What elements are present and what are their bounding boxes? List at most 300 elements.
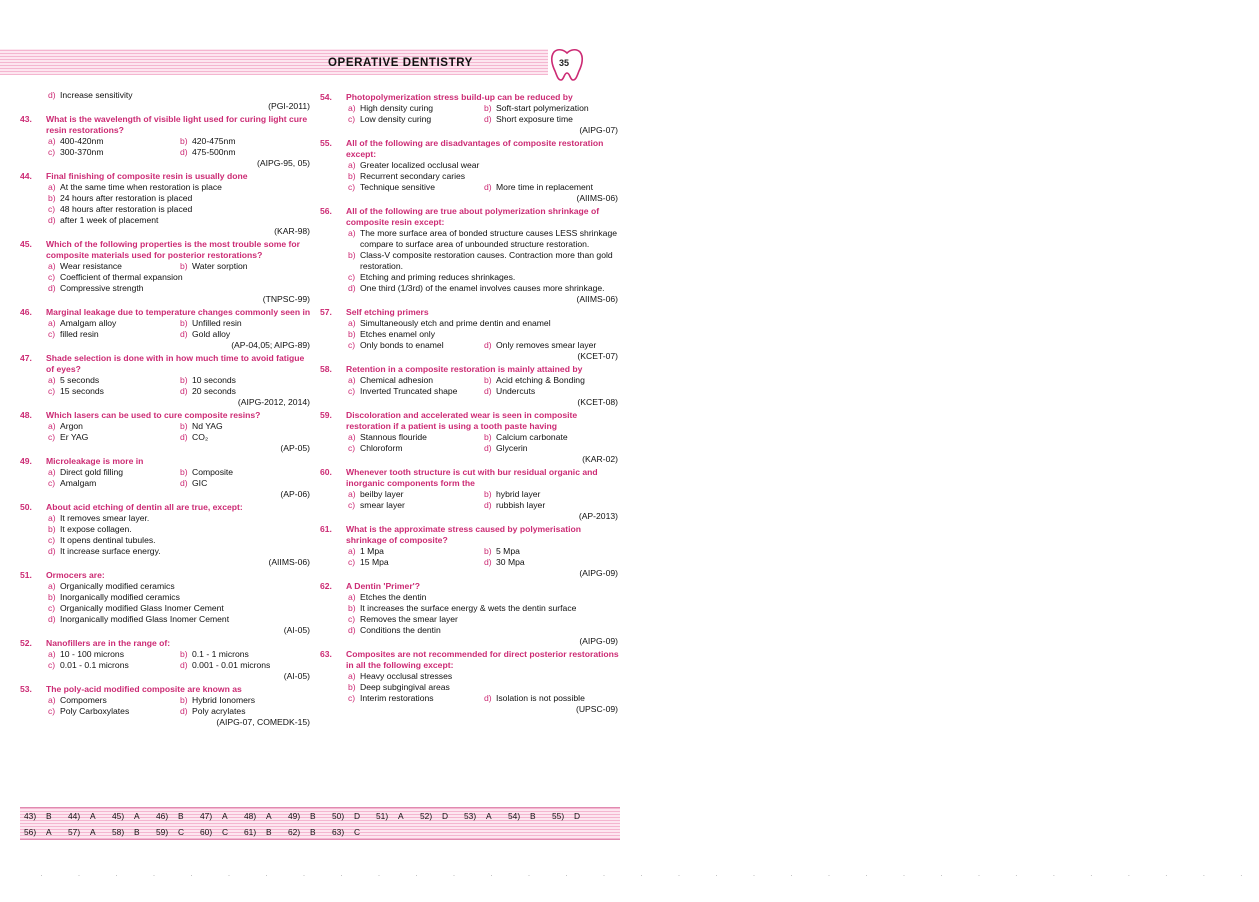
option-row xyxy=(348,432,620,443)
answer-cell xyxy=(284,827,328,838)
answer-key xyxy=(20,807,620,840)
question-text: The poly-acid modified composite are known as xyxy=(46,684,242,694)
option-label: c) xyxy=(48,432,56,442)
option-list xyxy=(20,695,312,717)
answer-option xyxy=(48,524,312,535)
question-source: (UPSC-09) xyxy=(575,704,618,714)
answer-number: 50) xyxy=(332,810,345,821)
answer-option xyxy=(348,340,484,351)
answer-option xyxy=(180,695,312,706)
question xyxy=(20,456,312,467)
option-text: Etches enamel only xyxy=(360,329,435,339)
option-text: Hybrid Ionomers xyxy=(192,695,256,705)
option-row xyxy=(348,500,620,511)
option-list xyxy=(20,375,312,397)
question xyxy=(20,114,312,136)
question-text: All of the following are disadvantages of composite restoration except: xyxy=(346,138,604,159)
question-text: Final finishing of composite resin is usually done xyxy=(46,171,248,181)
option-row xyxy=(348,160,620,171)
option-label: b) xyxy=(180,649,188,659)
option-label: c) xyxy=(348,443,356,453)
option-row xyxy=(48,467,312,478)
option-text: Organically modified Glass Inomer Cement xyxy=(60,603,224,613)
question-text: Retention in a composite restoration is mainly attained by xyxy=(346,364,583,374)
answer-letter: B xyxy=(266,826,272,837)
answer-option xyxy=(48,614,312,625)
answer-number: 43) xyxy=(24,810,37,821)
option-row xyxy=(348,557,620,568)
option-row xyxy=(48,614,312,625)
answer-option xyxy=(180,706,312,717)
question xyxy=(320,138,620,160)
carryover-option xyxy=(20,90,312,101)
option-label: d) xyxy=(48,546,56,556)
left-question-list xyxy=(20,114,312,728)
answer-option xyxy=(180,660,312,671)
question-number: 59. xyxy=(320,410,332,420)
option-text: 0.01 - 0.1 microns xyxy=(60,660,129,670)
question xyxy=(20,502,312,513)
option-row xyxy=(48,592,312,603)
answer-option xyxy=(348,283,620,294)
option-text: Water sorption xyxy=(192,261,248,271)
question xyxy=(20,171,312,182)
option-text: 0.1 - 1 microns xyxy=(192,649,249,659)
answer-number: 44) xyxy=(68,810,81,821)
question-number: 60. xyxy=(320,467,332,477)
option-text: hybrid layer xyxy=(496,489,541,499)
answer-option xyxy=(484,386,620,397)
answer-option xyxy=(48,147,180,158)
answer-letter: B xyxy=(178,810,184,821)
answer-cell xyxy=(416,811,460,822)
question xyxy=(320,92,620,103)
option-label: a) xyxy=(48,136,56,146)
option-row xyxy=(48,136,312,147)
answer-option xyxy=(48,182,312,193)
answer-option xyxy=(348,114,484,125)
option-label: a) xyxy=(348,671,356,681)
option-text: At the same time when restoration is place xyxy=(60,182,222,192)
option-text: Compressive strength xyxy=(60,283,144,293)
answer-option xyxy=(48,581,312,592)
answer-option xyxy=(484,500,620,511)
question-text: What is the approximate stress caused by polymerisation shrinkage of composite? xyxy=(346,524,581,545)
option-label: c) xyxy=(48,478,56,488)
page-number: 35 xyxy=(559,58,570,68)
option-label: a) xyxy=(48,467,56,477)
option-text: rubbish layer xyxy=(496,500,546,510)
option-label: c) xyxy=(348,557,356,567)
answer-cell xyxy=(328,811,372,822)
option-list xyxy=(320,546,620,568)
option-row xyxy=(348,546,620,557)
answer-option xyxy=(348,614,620,625)
option-label: a) xyxy=(48,513,56,523)
option-row xyxy=(48,204,312,215)
option-label: a) xyxy=(348,103,356,113)
answer-letter: A xyxy=(222,810,228,821)
question-number: 51. xyxy=(20,570,32,580)
option-label: d) xyxy=(48,283,56,293)
option-text: Chemical adhesion xyxy=(360,375,434,385)
answer-option xyxy=(484,182,620,193)
option-label: b) xyxy=(180,467,188,477)
option-text: Deep subgingival areas xyxy=(360,682,450,692)
question-text: Nanofillers are in the range of: xyxy=(46,638,171,648)
option-text: Unfilled resin xyxy=(192,318,242,328)
option-text: Coefficient of thermal expansion xyxy=(60,272,183,282)
option-list xyxy=(320,318,620,351)
option-text: 400-420nm xyxy=(60,136,104,146)
option-text: Stannous flouride xyxy=(360,432,427,442)
option-label: d) xyxy=(180,478,188,488)
option-label: c) xyxy=(48,329,56,339)
question-text: Ormocers are: xyxy=(46,570,105,580)
answer-letter: A xyxy=(134,810,140,821)
answer-cell xyxy=(64,811,108,822)
option-label: a) xyxy=(48,375,56,385)
option-label: b) xyxy=(484,546,492,556)
option-label: c) xyxy=(348,182,356,192)
option-label: b) xyxy=(348,682,356,692)
question xyxy=(320,364,620,375)
option-row xyxy=(348,693,620,704)
question-source: (AIPG-09) xyxy=(579,636,618,646)
answer-option xyxy=(48,432,180,443)
answer-cell xyxy=(548,811,592,822)
answer-option xyxy=(484,546,620,557)
answer-number: 63) xyxy=(332,826,345,837)
question-text: Discoloration and accelerated wear is seen in composite restoration if a patient is using a tooth paste having xyxy=(346,410,578,431)
option-row xyxy=(348,340,620,351)
option-label: d) xyxy=(484,114,492,124)
option-text: Poly acrylates xyxy=(192,706,246,716)
question xyxy=(20,239,312,261)
option-row xyxy=(48,193,312,204)
option-row xyxy=(348,625,620,636)
option-list xyxy=(320,375,620,397)
option-label: a) xyxy=(48,421,56,431)
option-row xyxy=(48,478,312,489)
option-label: a) xyxy=(48,261,56,271)
question-number: 44. xyxy=(20,171,32,181)
option-row xyxy=(48,706,312,717)
option-text: Etches the dentin xyxy=(360,592,427,602)
option-text: Greater localized occlusal wear xyxy=(360,160,480,170)
option-list xyxy=(20,182,312,226)
answer-option xyxy=(484,693,620,704)
option-text: Undercuts xyxy=(496,386,536,396)
option-row xyxy=(48,386,312,397)
option-label: b) xyxy=(48,524,56,534)
option-text: Inorganically modified Glass Inomer Cement xyxy=(60,614,230,624)
option-row xyxy=(348,375,620,386)
answer-option xyxy=(180,147,312,158)
option-row xyxy=(348,443,620,454)
question-source: (KCET-07) xyxy=(577,351,618,361)
answer-number: 59) xyxy=(156,826,169,837)
option-label: c) xyxy=(348,693,356,703)
option-label: d) xyxy=(48,614,56,624)
option-list xyxy=(20,421,312,443)
answer-number: 62) xyxy=(288,826,301,837)
answer-option xyxy=(484,375,620,386)
option-text: 10 - 100 microns xyxy=(60,649,125,659)
option-label: a) xyxy=(348,160,356,170)
answer-option xyxy=(348,329,620,340)
answer-option xyxy=(48,204,312,215)
answer-letter: B xyxy=(530,810,536,821)
option-label: a) xyxy=(48,318,56,328)
option-text: One third (1/3rd) of the enamel involves causes more shrinkage. xyxy=(360,283,605,293)
option-text: CO₂ xyxy=(192,432,209,442)
option-row xyxy=(48,432,312,443)
question xyxy=(320,467,620,489)
page-title: OPERATIVE DENTISTRY xyxy=(328,57,473,69)
answer-option xyxy=(48,375,180,386)
answer-letter: D xyxy=(574,810,581,821)
question xyxy=(320,581,620,592)
question xyxy=(20,570,312,581)
option-label: c) xyxy=(48,603,56,613)
question-source: (AIIMS-06) xyxy=(576,294,618,304)
question-text: Microleakage is more in xyxy=(46,456,144,466)
option-row xyxy=(348,171,620,182)
option-label: d) xyxy=(484,557,492,567)
answer-option xyxy=(180,386,312,397)
answer-row xyxy=(20,808,620,824)
question xyxy=(320,524,620,546)
option-row xyxy=(48,147,312,158)
option-label: b) xyxy=(180,261,188,271)
option-label: b) xyxy=(348,603,356,613)
answer-option xyxy=(348,671,620,682)
answer-number: 52) xyxy=(420,810,433,821)
option-list xyxy=(320,228,620,294)
answer-option xyxy=(180,478,312,489)
answer-letter: A xyxy=(266,810,272,821)
option-label: c) xyxy=(348,272,356,282)
answer-option xyxy=(348,546,484,557)
answer-option xyxy=(484,489,620,500)
option-text: Argon xyxy=(60,421,83,431)
option-row xyxy=(48,182,312,193)
option-label: a) xyxy=(48,182,56,192)
answer-cell xyxy=(196,811,240,822)
option-label: a) xyxy=(48,695,56,705)
option-label: b) xyxy=(48,193,56,203)
question-source: (KAR-98) xyxy=(274,226,310,236)
answer-cell xyxy=(504,811,548,822)
answer-option xyxy=(180,649,312,660)
option-list xyxy=(20,467,312,489)
option-label: b) xyxy=(348,250,356,260)
question-source: (KCET-08) xyxy=(577,397,618,407)
answer-letter: A xyxy=(486,810,492,821)
question-number: 45. xyxy=(20,239,32,249)
question-number: 43. xyxy=(20,114,32,124)
option-text: Er YAG xyxy=(60,432,89,442)
option-text: Conditions the dentin xyxy=(360,625,441,635)
option-row xyxy=(348,671,620,682)
option-row xyxy=(348,682,620,693)
answer-option xyxy=(48,660,180,671)
option-list xyxy=(320,592,620,636)
option-row xyxy=(348,250,620,272)
answer-option xyxy=(348,272,620,283)
answer-letter: A xyxy=(90,826,96,837)
option-text: Direct gold filling xyxy=(60,467,124,477)
question-text: Which lasers can be used to cure composite resins? xyxy=(46,410,261,420)
option-row xyxy=(348,283,620,294)
option-text: It increases the surface energy & wets the dentin surface xyxy=(360,603,577,613)
answer-letter: D xyxy=(354,810,361,821)
answer-option xyxy=(180,318,312,329)
question-source: (AI-05) xyxy=(283,625,310,635)
answer-option xyxy=(48,546,312,557)
option-label: d) xyxy=(348,283,356,293)
answer-letter: D xyxy=(442,810,449,821)
answer-option xyxy=(348,182,484,193)
answer-number: 56) xyxy=(24,826,37,837)
answer-letter: B xyxy=(46,810,52,821)
answer-option xyxy=(348,103,484,114)
option-text: 20 seconds xyxy=(192,386,236,396)
option-label: a) xyxy=(48,649,56,659)
answer-cell xyxy=(240,811,284,822)
option-text: 0.001 - 0.01 microns xyxy=(192,660,271,670)
option-row xyxy=(348,103,620,114)
option-label: c) xyxy=(48,147,56,157)
answer-option xyxy=(48,695,180,706)
option-row xyxy=(48,546,312,557)
option-label: b) xyxy=(180,375,188,385)
option-label: c) xyxy=(48,272,56,282)
option-label: d) xyxy=(484,693,492,703)
option-row xyxy=(48,513,312,524)
option-label: a) xyxy=(348,432,356,442)
answer-number: 48) xyxy=(244,810,257,821)
option-row xyxy=(48,283,312,294)
option-row xyxy=(48,421,312,432)
option-label: a) xyxy=(348,592,356,602)
answer-option xyxy=(348,386,484,397)
option-label: a) xyxy=(348,375,356,385)
answer-option xyxy=(48,329,180,340)
answer-option xyxy=(48,215,312,226)
option-text: Calcium carbonate xyxy=(496,432,568,442)
question-source: (AI-05) xyxy=(283,671,310,681)
option-label: d) xyxy=(180,706,188,716)
question-number: 49. xyxy=(20,456,32,466)
question-text: Photopolymerization stress build-up can be reduced by xyxy=(346,92,573,102)
question-source: (AIPG-2012, 2014) xyxy=(237,397,310,407)
option-label: d) xyxy=(484,182,492,192)
question xyxy=(20,410,312,421)
option-list xyxy=(20,581,312,625)
option-text: Wear resistance xyxy=(60,261,122,271)
option-text: Inverted Truncated shape xyxy=(360,386,458,396)
question-source: (AIPG-09) xyxy=(579,568,618,578)
answer-cell xyxy=(328,827,372,838)
decorative-dots: · · · · · · · · · · · · · · · · · · · · · · · · · · · · · · · · · xyxy=(40,870,1259,880)
option-text: 5 Mpa xyxy=(496,546,520,556)
option-label: b) xyxy=(48,592,56,602)
answer-number: 54) xyxy=(508,810,521,821)
left-column xyxy=(20,90,312,728)
answer-option xyxy=(348,375,484,386)
option-label: d) xyxy=(484,386,492,396)
answer-number: 47) xyxy=(200,810,213,821)
option-text: 300-370nm xyxy=(60,147,104,157)
option-text: It removes smear layer. xyxy=(60,513,150,523)
option-text: Short exposure time xyxy=(496,114,573,124)
answer-option xyxy=(180,375,312,386)
answer-letter: C xyxy=(222,826,229,837)
answer-option xyxy=(48,318,180,329)
answer-option xyxy=(48,603,312,614)
option-text: Amalgam xyxy=(60,478,97,488)
option-text: 475-500nm xyxy=(192,147,236,157)
question-number: 62. xyxy=(320,581,332,591)
option-text: More time in replacement xyxy=(496,182,593,192)
option-text: Simultaneously etch and prime dentin and enamel xyxy=(360,318,551,328)
option-text: 10 seconds xyxy=(192,375,236,385)
question xyxy=(20,353,312,375)
option-text: Removes the smear layer xyxy=(360,614,458,624)
right-column xyxy=(320,90,620,715)
answer-option xyxy=(484,103,620,114)
question-number: 52. xyxy=(20,638,32,648)
option-label: a) xyxy=(348,546,356,556)
answer-letter: A xyxy=(398,810,404,821)
question-source: (AP-06) xyxy=(280,489,310,499)
question-number: 57. xyxy=(320,307,332,317)
option-text: It increase surface energy. xyxy=(60,546,161,556)
answer-cell xyxy=(108,811,152,822)
question xyxy=(20,638,312,649)
option-text: Compomers xyxy=(60,695,107,705)
question-text: Composites are not recommended for direct posterior restorations in all the following except: xyxy=(346,649,619,670)
option-row xyxy=(348,386,620,397)
option-label: b) xyxy=(484,432,492,442)
answer-option xyxy=(48,421,180,432)
option-text: Chloroform xyxy=(360,443,403,453)
question-number: 53. xyxy=(20,684,32,694)
option-text: Etching and priming reduces shrinkages. xyxy=(360,272,516,282)
option-label: b) xyxy=(484,103,492,113)
answer-letter: C xyxy=(354,826,361,837)
question xyxy=(320,649,620,671)
question-number: 54. xyxy=(320,92,332,102)
answer-row xyxy=(20,824,620,840)
answer-option xyxy=(48,386,180,397)
answer-cell xyxy=(372,811,416,822)
option-label: c) xyxy=(348,114,356,124)
answer-number: 45) xyxy=(112,810,125,821)
answer-option xyxy=(48,467,180,478)
option-text: Nd YAG xyxy=(192,421,223,431)
question xyxy=(20,684,312,695)
option-label: c) xyxy=(348,614,356,624)
answer-option xyxy=(180,329,312,340)
question-number: 47. xyxy=(20,353,32,363)
question-number: 48. xyxy=(20,410,32,420)
option-label: a) xyxy=(348,228,356,238)
answer-cell xyxy=(108,827,152,838)
option-label: d) xyxy=(48,90,56,100)
